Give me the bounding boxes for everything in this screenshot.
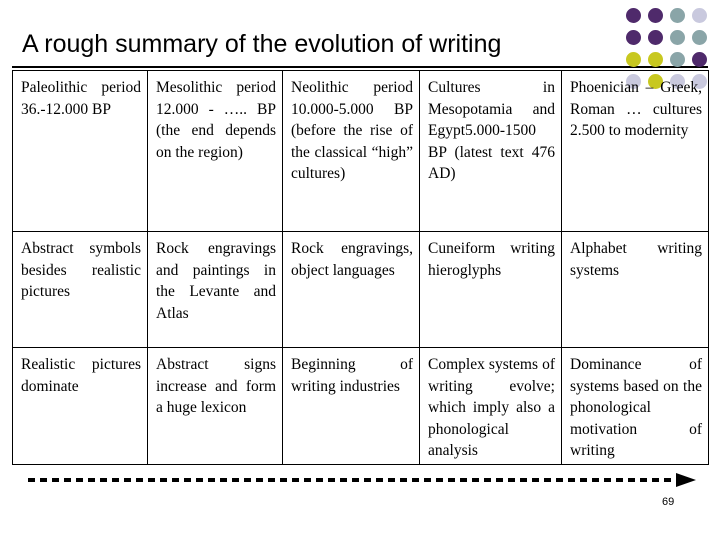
cell-symbols-mesopotamia-egypt: Cuneiform writing hieroglyphs — [420, 232, 562, 348]
cell-symbols-neolithic: Rock engravings, object languages — [283, 232, 420, 348]
cell-development-phoenician-greek-roman: Dominance of systems based on the phonological motivation of writing — [562, 348, 709, 465]
cell-period-mesolithic: Mesolithic period 12.000 - ….. BP (the end depends on the region) — [148, 71, 283, 232]
table-row — [13, 232, 709, 348]
title-underline — [12, 66, 708, 68]
cell-period-paleolithic: Paleolithic period 36.-12.000 BP — [13, 71, 148, 232]
cell-period-phoenician-greek-roman: Phoenician – Greek, Roman … cultures 2.500 to modernity — [562, 71, 709, 232]
cell-development-neolithic: Beginning of writing industries — [283, 348, 420, 465]
dot-lavender — [692, 8, 707, 23]
dot-yellow — [626, 52, 641, 67]
table-row — [13, 71, 709, 232]
dot-yellow — [648, 52, 663, 67]
dot-purple — [626, 30, 641, 45]
dot-teal — [670, 52, 685, 67]
table-row — [13, 348, 709, 465]
timeline-arrow — [26, 470, 698, 490]
slide-title: A rough summary of the evolution of writing — [22, 30, 502, 58]
writing-evolution-table — [12, 70, 709, 465]
cell-development-mesolithic: Abstract signs increase and form a huge lexicon — [148, 348, 283, 465]
dot-teal — [692, 30, 707, 45]
page-number: 69 — [662, 496, 675, 508]
dot-teal — [670, 8, 685, 23]
dot-purple — [626, 8, 641, 23]
cell-symbols-phoenician-greek-roman: Alphabet writing systems — [562, 232, 709, 348]
cell-symbols-paleolithic: Abstract symbols besides realistic pictures — [13, 232, 148, 348]
cell-period-mesopotamia-egypt: Cultures in Mesopotamia and Egypt5.000-1500 BP (latest text 476 AD) — [420, 71, 562, 232]
cell-period-neolithic: Neolithic period 10.000-5.000 BP (before the rise of the classical “high” cultures) — [283, 71, 420, 232]
dot-purple — [648, 30, 663, 45]
dot-purple — [648, 8, 663, 23]
dot-teal — [670, 30, 685, 45]
cell-symbols-mesolithic: Rock engravings and paintings in the Levante and Atlas — [148, 232, 283, 348]
cell-development-mesopotamia-egypt: Complex systems of writing evolve; which imply also a phonological analysis — [420, 348, 562, 465]
cell-development-paleolithic: Realistic pictures dominate — [13, 348, 148, 465]
dot-purple — [692, 52, 707, 67]
